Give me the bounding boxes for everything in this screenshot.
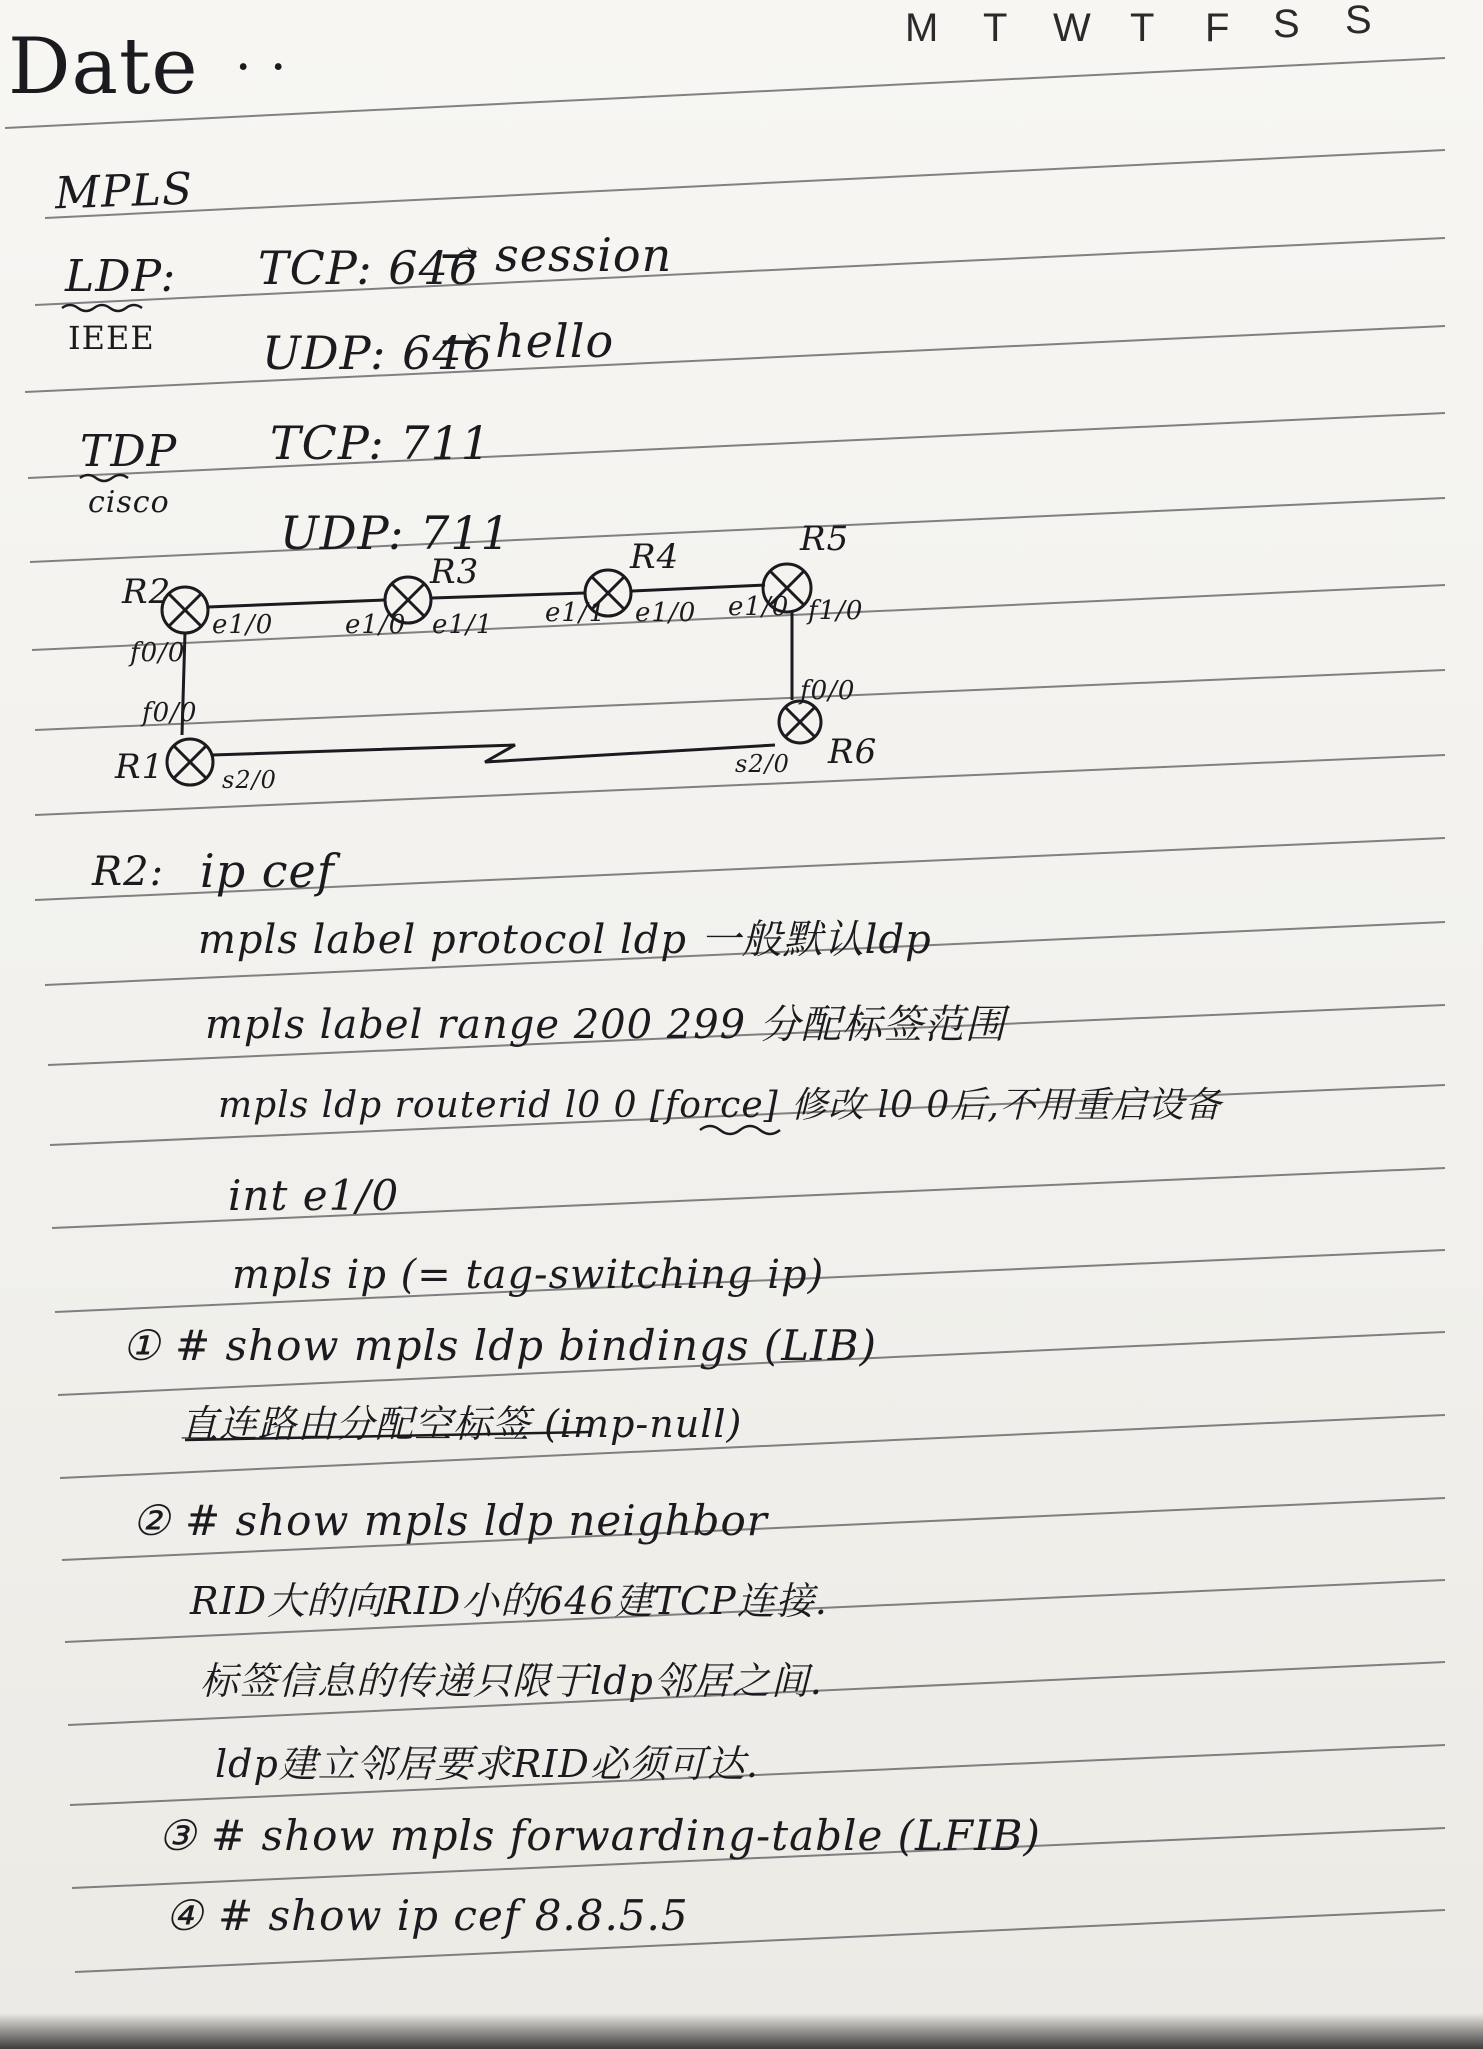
router-r6-name: R6 [828,732,878,772]
weekday-5: F [1205,6,1230,50]
router-r5-name: R5 [800,519,850,559]
tdp-label: TDP [80,426,178,477]
weekday-2: T [983,6,1008,50]
router-r6-if-s: s2/0 [735,750,790,778]
command-4-text: # show ip cef 8.8.5.5 [218,1891,689,1940]
router-r1-if-f: f0/0 [142,698,198,728]
tdp-udp: UDP: 711 [280,506,511,560]
router-r2-if-e: e1/0 [212,610,274,640]
command-1-number: ① [122,1321,161,1370]
command-2-number: ② [132,1496,171,1545]
command-2 [132,1496,768,1545]
config-line-3: mpls label range 200 299 分配标签范围 [205,1002,1006,1048]
config-line-4: mpls ldp routerid l0 0 [force] 修改 l0 0后,不用重启设备 [218,1085,1222,1126]
router-r4-name: R4 [630,537,680,577]
tdp-org: cisco [88,485,170,520]
ldp-org: IEEE [68,319,155,357]
config-host: R2: [92,849,165,895]
router-r5-if-b: f1/0 [808,596,864,626]
router-r6-if-f: f0/0 [800,676,856,706]
command-1 [122,1321,877,1370]
config-line-1: ip cef [200,844,335,898]
tdp-tcp: TCP: 711 [270,416,492,470]
command-1-text: # show mpls ldp bindings (LIB) [175,1321,877,1370]
command-2-note-2: 标签信息的传递只限于ldp邻居之间. [200,1659,823,1703]
router-r1-name: R1 [115,747,165,787]
weekday-4: T [1130,6,1155,50]
router-r4-if-b: e1/0 [635,598,697,628]
router-r1-icon [167,739,213,785]
command-2-text: # show mpls ldp neighbor [185,1496,768,1545]
router-r2-name: R2 [122,572,172,612]
router-r6-icon [779,701,821,743]
ldp-tcp: TCP: 646 [258,241,480,295]
command-4 [165,1891,689,1940]
command-3-number: ③ [158,1811,197,1860]
weekday-3: W [1053,6,1091,50]
config-line-5: int e1/0 [228,1171,400,1220]
weekday-6: S [1273,2,1300,46]
command-4-number: ④ [165,1891,204,1940]
command-3 [158,1811,1041,1860]
router-r5-if-a: e1/0 [728,592,790,622]
ldp-tcp-arrow: → session [440,228,673,282]
router-r4-if-a: e1/1 [545,598,607,628]
command-1-note-1: 直连路由分配空标签 (imp-null) [180,1402,743,1446]
weekday-7: S [1345,0,1372,42]
config-line-2: mpls label protocol ldp 一般默认ldp [198,917,932,963]
command-2-note-3: ldp建立邻居要求RID必须可达. [215,1742,759,1786]
config-line-6: mpls ip (= tag-switching ip) [232,1252,825,1298]
command-3-text: # show mpls forwarding-table (LFIB) [211,1811,1041,1860]
ldp-label: LDP: [65,251,177,302]
command-2-note-1: RID大的向RID小的646建TCP连接. [190,1579,828,1623]
notes-title: MPLS [54,163,194,220]
page-bottom-shadow [0,2013,1483,2049]
date-dots: · · [235,38,288,98]
ldp-udp: UDP: 646 [262,326,493,380]
router-r3-name: R3 [430,552,480,592]
router-r3-if-a: e1/0 [345,610,407,640]
ldp-udp-arrow: → hello [440,314,615,368]
date-label: Date [8,22,199,112]
router-r3-if-b: e1/1 [432,610,494,640]
weekday-1: M [905,6,939,50]
router-r2-if-f: f0/0 [130,638,186,668]
router-r1-if-s: s2/0 [222,766,277,794]
